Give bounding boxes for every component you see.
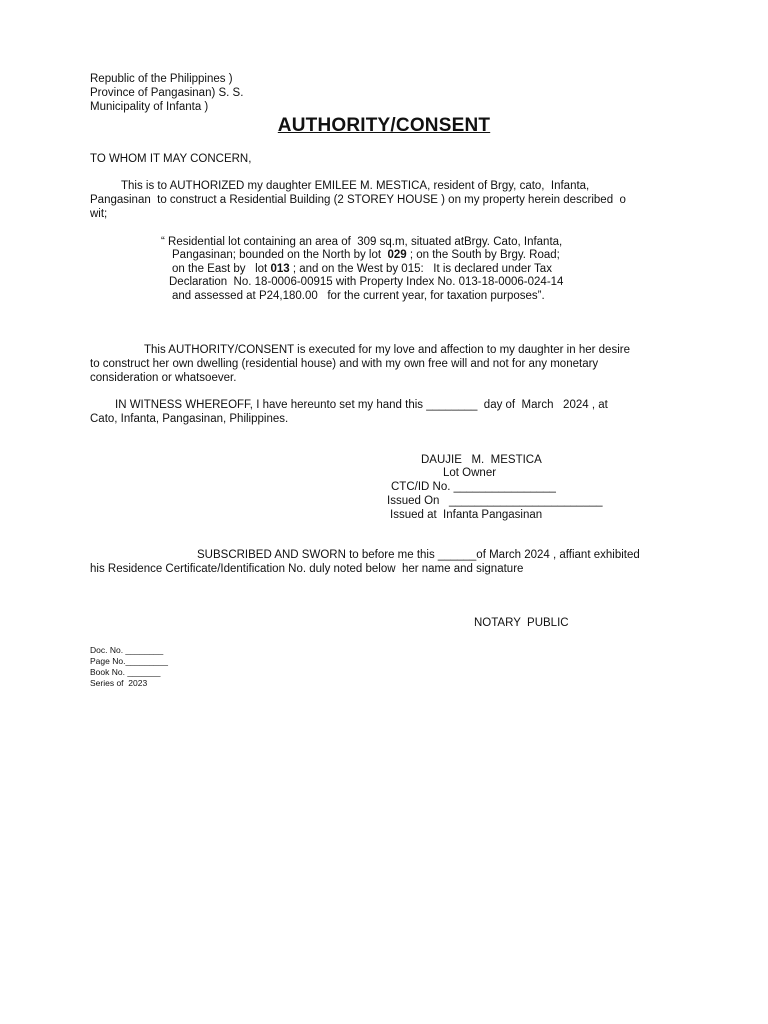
document-title: AUTHORITY/CONSENT [277, 115, 491, 136]
salutation: TO WHOM IT MAY CONCERN, [90, 153, 252, 165]
signatory-role: Lot Owner [443, 467, 497, 479]
property-line-3: on the East by lot 013 ; and on the West by 015: It is declared under Tax [172, 263, 552, 275]
signatory-name: DAUJIE M. MESTICA [421, 454, 542, 466]
signatory-ctc: CTC/ID No. ________________ [391, 481, 556, 493]
footer-series: Series of 2023 [90, 678, 148, 688]
sworn-line-2: his Residence Certificate/Identification No. duly noted below her name and signature [90, 563, 524, 575]
witness-line-1: IN WITNESS WHEREOFF, I have hereunto set my hand this ________ day of March 2024 , at [115, 399, 608, 411]
property-line-5: and assessed at P24,180.00 for the current year, for taxation purposes”. [172, 290, 545, 302]
notary-public: NOTARY PUBLIC [474, 617, 569, 629]
consent-line-2: to construct her own dwelling (residential house) and with my own free will and not for any monetary [90, 358, 599, 370]
footer-doc-no: Doc. No. ________ [90, 645, 164, 655]
property-line-4: Declaration No. 18-0006-00915 with Property Index No. 013-18-0006-024-14 [169, 276, 564, 288]
authorization-line-2: Pangasinan to construct a Residential Building (2 STOREY HOUSE ) on my property herein described o [90, 194, 626, 206]
property-line-1: “ Residential lot containing an area of 309 sq.m, situated atBrgy. Cato, Infanta, [161, 236, 563, 248]
footer-book-no: Book No. _______ [90, 667, 161, 677]
property-line-2: Pangasinan; bounded on the North by lot 029 ; on the South by Brgy. Road; [172, 249, 560, 261]
east-lot-number: 013 [270, 263, 290, 275]
header-province: Province of Pangasinan) S. S. [90, 87, 244, 99]
north-lot-number: 029 [387, 249, 407, 261]
consent-line-3: consideration or whatsoever. [90, 372, 237, 384]
signatory-issued-on: Issued On ________________________ [387, 495, 603, 507]
authorization-line-1: This is to AUTHORIZED my daughter EMILEE M. MESTICA, resident of Brgy, cato, Infanta, [121, 180, 590, 192]
header-republic: Republic of the Philippines ) [90, 73, 233, 85]
footer-page-no: Page No._________ [90, 656, 168, 666]
header-municipality: Municipality of Infanta ) [90, 101, 209, 113]
signatory-issued-at: Issued at Infanta Pangasinan [390, 509, 543, 521]
witness-line-2: Cato, Infanta, Pangasinan, Philippines. [90, 413, 289, 425]
sworn-line-1: SUBSCRIBED AND SWORN to before me this ______of March 2024 , affiant exhibited [197, 549, 640, 561]
consent-line-1: This AUTHORITY/CONSENT is executed for my love and affection to my daughter in her desire [144, 344, 630, 356]
authorization-line-3: wit; [90, 208, 108, 220]
